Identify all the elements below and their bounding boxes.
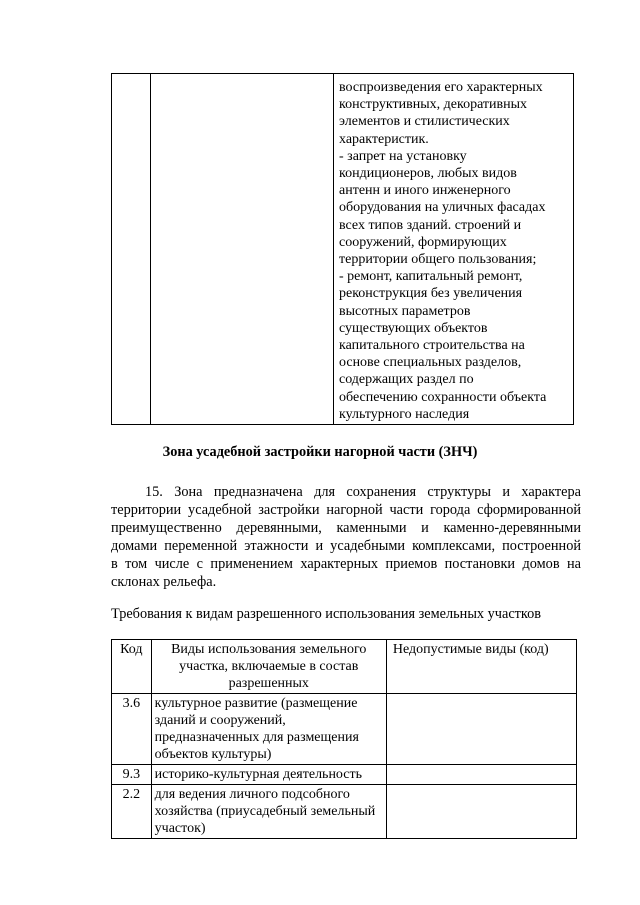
table-row (112, 694, 577, 765)
paragraph-line: в том числе с применением характерных приемов постановки домов на (111, 556, 581, 572)
row-use: для ведения личного подсобного хозяйства (приусадебный земельный участок) (151, 785, 386, 839)
paragraph-line: преимущественно деревянными, каменными и каменно-деревянными (111, 520, 581, 536)
cell-line: содержащих раздел по (339, 372, 474, 388)
header-code: Код (112, 640, 152, 694)
table-row (112, 765, 577, 785)
cell-line: конструктивных, декоративных (339, 97, 528, 113)
table-row (112, 785, 577, 839)
paragraph-line: территории усадебной застройки нагорной части города сформированной (111, 502, 581, 518)
row-code: 2.2 (112, 785, 152, 839)
cell-line: обеспечению сохранности объекта (339, 389, 547, 405)
restrictions-cell (339, 79, 571, 423)
cell-line: антенн и иного инженерного (339, 183, 511, 199)
cell-line: сооружений, формирующих (339, 234, 507, 250)
row-code: 9.3 (112, 765, 152, 785)
continuation-table (111, 73, 574, 425)
zone-heading: Зона усадебной застройки нагорной части (ЗНЧ) (162, 444, 478, 460)
cell-line: - запрет на установку (339, 148, 467, 164)
cell-line: реконструкция без увеличения (339, 286, 523, 302)
paragraph-line: склонах рельефа. (111, 574, 217, 590)
cell-line: - ремонт, капитальный ремонт, (339, 269, 523, 285)
paragraph-line: домами переменной этажности и усадебными комплексами, построенной (111, 538, 581, 554)
table-column-divider (333, 74, 334, 424)
cell-line: территории общего пользования; (339, 252, 537, 268)
table-header-row (112, 640, 577, 694)
header-forbidden: Недопустимые виды (код) (386, 640, 576, 694)
cell-line: культурного наследия (339, 406, 470, 422)
row-use: культурное развитие (размещение зданий и сооружений, предназначенных для размещения объектов культуры) (151, 694, 386, 765)
row-forbidden (386, 765, 576, 785)
cell-line: капитального строительства на (339, 338, 525, 354)
cell-line: всех типов зданий. строений и (339, 217, 522, 233)
cell-line: основе специальных разделов, (339, 355, 522, 371)
zone-description (111, 483, 581, 591)
row-use: историко-культурная деятельность (151, 765, 386, 785)
cell-line: элементов и стилистических (339, 114, 510, 130)
cell-line: характеристик. (339, 131, 429, 147)
cell-line: высотных параметров (339, 303, 471, 319)
table-caption: Требования к видам разрешенного использования земельных участков (111, 606, 542, 622)
cell-line: оборудования на уличных фасадах (339, 200, 546, 216)
header-uses: Виды использования земельного участка, включаемые в состав разрешенных (151, 640, 386, 694)
table-column-divider (150, 74, 151, 424)
row-code: 3.6 (112, 694, 152, 765)
paragraph-line: 15. Зона предназначена для сохранения структуры и характера (145, 484, 581, 500)
row-forbidden (386, 694, 576, 765)
permitted-uses-table (111, 639, 577, 839)
cell-line: воспроизведения его характерных (339, 80, 543, 95)
cell-line: существующих объектов (339, 320, 488, 336)
cell-line: кондиционеров, любых видов (339, 166, 517, 182)
row-forbidden (386, 785, 576, 839)
